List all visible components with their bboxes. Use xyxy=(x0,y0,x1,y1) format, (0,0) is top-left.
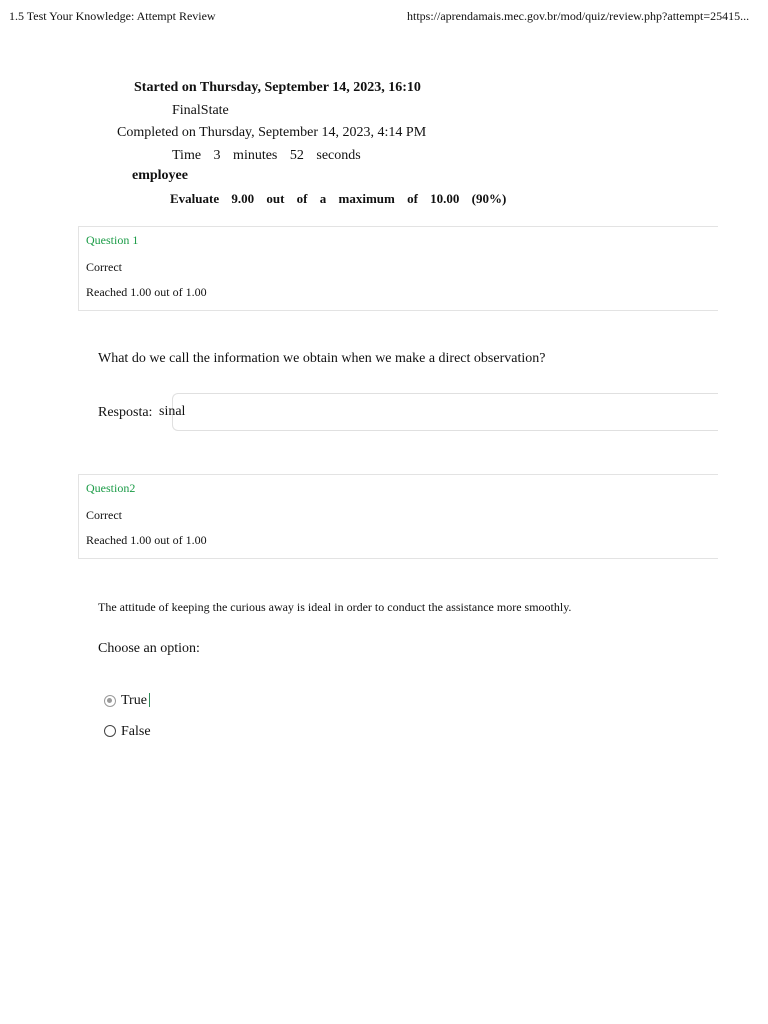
started-on: Started on Thursday, September 14, 2023, 16:10 xyxy=(134,80,421,95)
text-cursor xyxy=(149,693,150,707)
page-url: https://aprendamais.mec.gov.br/mod/quiz/review.php?attempt=25415... xyxy=(407,9,750,23)
radio-false[interactable] xyxy=(104,725,116,737)
question-text: What do we call the information we obtain when we make a direct observation? xyxy=(98,351,546,366)
page-title: 1.5 Test Your Knowledge: Attempt Review xyxy=(9,9,216,23)
evaluation-grade: Evaluate 9.00 out of a maximum of 10.00 (90%) xyxy=(170,191,507,206)
question-info-1 xyxy=(78,226,718,311)
question-state: Correct xyxy=(86,260,122,274)
question-number: Question 1 xyxy=(86,233,139,247)
attempt-state: FinalState xyxy=(172,103,229,118)
question-grade: Reached 1.00 out of 1.00 xyxy=(86,533,207,547)
choose-option-prompt: Choose an option: xyxy=(98,641,200,656)
option-label-true[interactable]: True xyxy=(121,693,147,708)
answer-label: Resposta: xyxy=(98,405,153,420)
employee-label: employee xyxy=(132,168,188,183)
answer-value: sinal xyxy=(159,404,186,419)
option-label-false[interactable]: False xyxy=(121,724,151,739)
question-grade: Reached 1.00 out of 1.00 xyxy=(86,285,207,299)
question-state: Correct xyxy=(86,508,122,522)
question-number: Question2 xyxy=(86,481,136,495)
question-text: The attitude of keeping the curious away is ideal in order to conduct the assistance more smoothly. xyxy=(98,600,572,614)
time-taken: Time 3 minutes 52 seconds xyxy=(172,148,361,163)
answer-field[interactable] xyxy=(172,393,718,431)
completed-on: Completed on Thursday, September 14, 2023, 4:14 PM xyxy=(117,125,427,140)
question-info-2 xyxy=(78,474,718,559)
radio-true[interactable] xyxy=(104,695,116,707)
